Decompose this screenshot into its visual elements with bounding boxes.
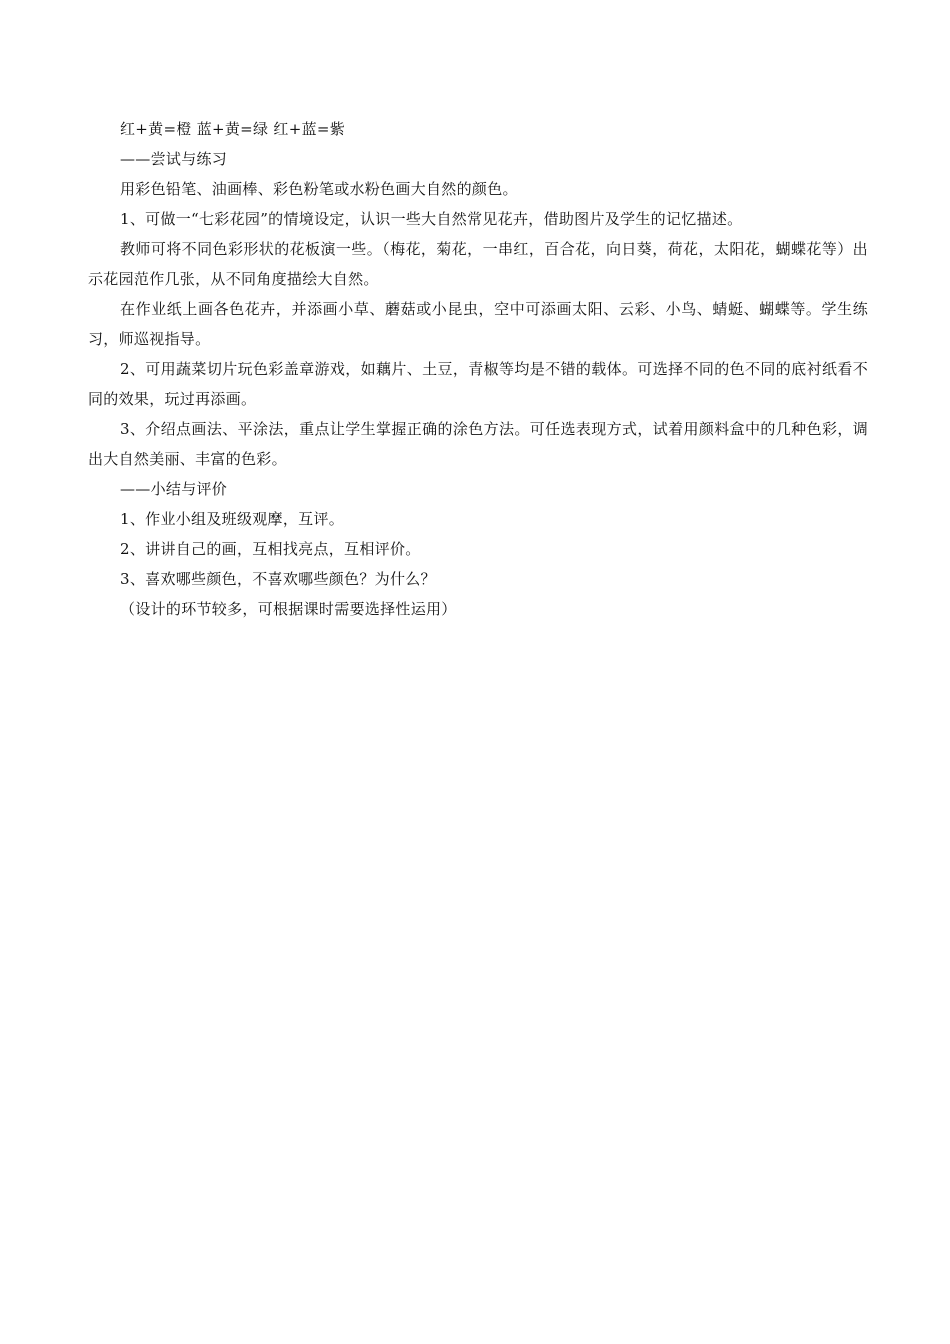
design-note: （设计的环节较多，可根据课时需要选择性运用）: [120, 600, 457, 618]
color-mixing-line: 红+黄=橙 蓝+黄=绿 红+蓝=紫: [120, 120, 346, 138]
teacher-demo-paragraph: 教师可将不同色彩形状的花板演一些。（梅花，菊花，一串红，百合花，向日葵，荷花，太阳花，蝴蝶花等）出示花园范作几张，从不同角度描绘大自然。: [88, 240, 868, 288]
section-heading-summary: ——小结与评价: [120, 480, 228, 498]
practice-item-2: 2、可用蔬菜切片玩色彩盖章游戏，如藕片、土豆，青椒等均是不错的载体。可选择不同的色不同的底衬纸看不同的效果，玩过再添画。: [88, 360, 868, 408]
summary-item-1: 1、作业小组及班级观摩，互评。: [120, 510, 345, 528]
summary-item-3: 3、喜欢哪些颜色，不喜欢哪些颜色？为什么？: [120, 570, 436, 588]
practice-item-3: 3、介绍点画法、平涂法，重点让学生掌握正确的涂色方法。可任选表现方式，试着用颜料盒中的几种色彩，调出大自然美丽、丰富的色彩。: [88, 420, 868, 468]
drawing-task-paragraph: 在作业纸上画各色花卉，并添画小草、蘑菇或小昆虫，空中可添画太阳、云彩、小鸟、蜻蜓、蝴蝶等。学生练习，师巡视指导。: [88, 300, 868, 348]
document-body: [88, 114, 868, 624]
section-heading-practice: ——尝试与练习: [120, 150, 228, 168]
practice-intro-line: 用彩色铅笔、油画棒、彩色粉笔或水粉色画大自然的颜色。: [120, 180, 518, 198]
summary-item-2: 2、讲讲自己的画，互相找亮点，互相评价。: [120, 540, 421, 558]
practice-item-1: 1、可做一“七彩花园”的情境设定，认识一些大自然常见花卉，借助图片及学生的记忆描述。: [120, 210, 743, 228]
